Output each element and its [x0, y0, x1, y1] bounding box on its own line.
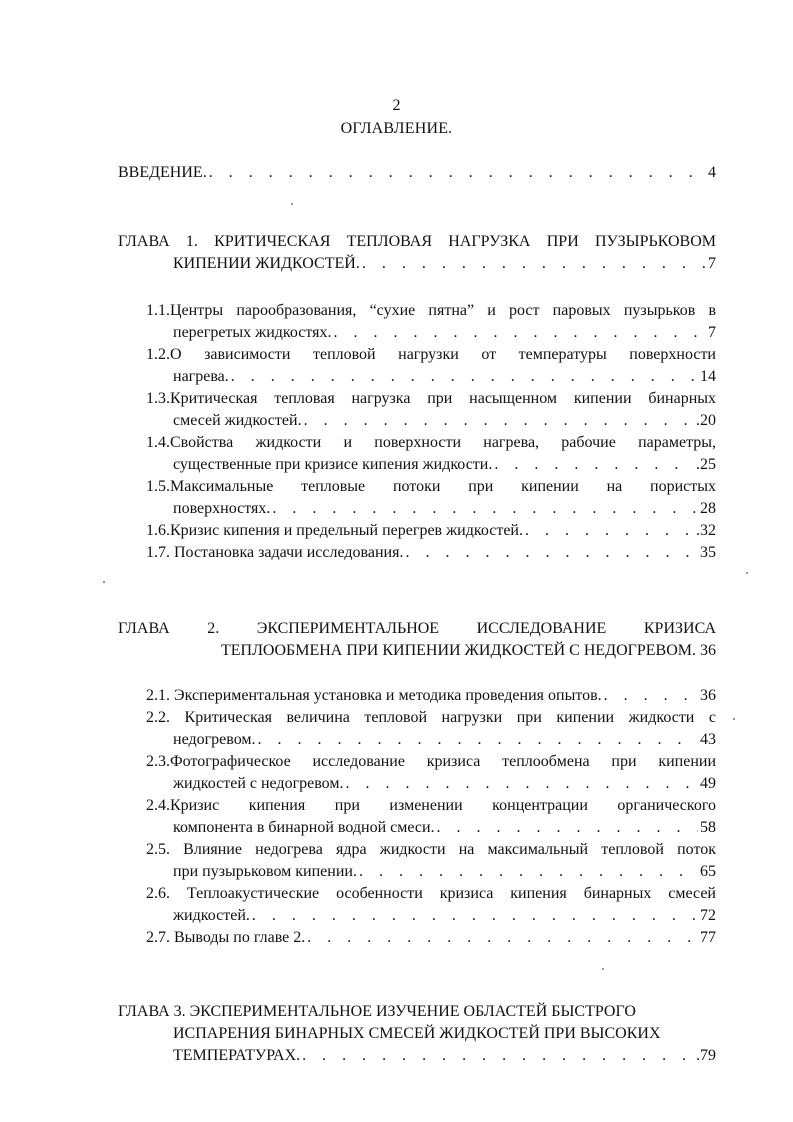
section-text: 2.3.Фотографическое исследование кризиса теплообмена при кипении [146, 753, 716, 770]
section-text: 1.2.О зависимости тепловой нагрузки от температуры поверхности [146, 346, 716, 363]
toc-section-1-7[interactable] [146, 542, 716, 564]
chapter-1-heading-text: КИПЕНИИ ЖИДКОСТЕЙ. [173, 255, 360, 272]
section-row [146, 685, 716, 707]
section-page: 28 [700, 500, 716, 517]
section-cont [173, 817, 716, 839]
leader-dots [359, 861, 698, 883]
toc-section-2-3[interactable] [146, 751, 716, 795]
scan-speck [746, 572, 748, 574]
section-text: 2.6. Теплоакустические особенности кризиса кипения бинарных смесей [146, 885, 716, 902]
section-text: 1.7. Постановка задачи исследования. [146, 544, 404, 561]
section-text: 2.1. Экспериментальная установка и методика проведения опытов. [146, 687, 602, 704]
section-cont [173, 729, 716, 751]
section-row [146, 520, 716, 542]
toc-section-2-4[interactable] [146, 795, 716, 839]
leader-dots [231, 366, 698, 388]
leader-dots [302, 1045, 694, 1067]
section-row [146, 542, 716, 564]
section-text: 1.1.Центры парообразования, “сухие пятна” и рост паровых пузырьков в [146, 302, 716, 319]
toc-section-1-5[interactable] [146, 476, 716, 520]
section-text-cont: компонента в бинарной водной смеси. [173, 819, 435, 836]
section-text: 2.5. Влияние недогрева ядра жидкости на максимальный тепловой поток [146, 841, 716, 858]
chapter-2-heading-cont[interactable]: ТЕПЛООБМЕНА ПРИ КИПЕНИИ ЖИДКОСТЕЙ С НЕДОГРЕВОМ. 36 [220, 642, 716, 659]
chapter-3-heading-cont-2[interactable] [173, 1045, 716, 1067]
leader-dots [252, 905, 698, 927]
section-page: 49 [700, 775, 716, 792]
section-page: .25 [696, 456, 716, 473]
toc-section-1-4[interactable] [146, 432, 716, 476]
section-text-cont: нагрева. [173, 368, 229, 385]
toc-section-2-2[interactable] [146, 707, 716, 751]
section-text-cont: при пузырьковом кипении. [173, 863, 357, 880]
toc-section-1-3[interactable] [146, 388, 716, 432]
toc-intro [118, 162, 716, 184]
section-text-cont: жидкостей с недогревом. [173, 775, 344, 792]
section-cont [173, 773, 716, 795]
toc-section-2-6[interactable] [146, 883, 716, 927]
section-page: .32 [696, 522, 716, 539]
leader-dots [272, 498, 698, 520]
section-page: 72 [700, 907, 716, 924]
section-text: 1.5.Максимальные тепловые потоки при кипении на пористых [146, 478, 716, 495]
section-text-cont: поверхностях. [173, 500, 271, 517]
section-text-cont: существенные при кризисе кипения жидкости. [173, 456, 493, 473]
section-row [146, 927, 716, 949]
toc-entry-text: ВВЕДЕНИЕ. [118, 164, 207, 181]
leader-dots [362, 253, 706, 275]
toc-section-2-5[interactable] [146, 839, 716, 883]
toc-chapter-2 [118, 618, 716, 662]
leader-dots [258, 729, 698, 751]
section-cont [173, 366, 716, 388]
leader-dots [334, 322, 706, 344]
leader-dots [525, 520, 694, 542]
toc-chapter-3 [118, 1001, 716, 1067]
leader-dots [304, 410, 694, 432]
toc-chapter-1 [118, 231, 716, 275]
section-text: 2.4.Кризис кипения при изменении концентрации органического [146, 797, 716, 814]
chapter-2-heading[interactable]: ГЛАВА 2. ЭКСПЕРИМЕНТАЛЬНОЕ ИССЛЕДОВАНИЕ КРИЗИСА [118, 620, 716, 637]
scan-speck [602, 968, 604, 970]
toc-title: ОГЛАВЛЕНИЕ. [340, 120, 453, 137]
section-page: .20 [696, 412, 716, 429]
section-cont [173, 410, 716, 432]
chapter-3-heading-text: ТЕМПЕРАТУРАХ. [173, 1047, 301, 1064]
toc-entry-page: 4 [708, 164, 716, 181]
chapter-3-heading[interactable]: ГЛАВА 3. ЭКСПЕРИМЕНТАЛЬНОЕ ИЗУЧЕНИЕ ОБЛАСТЕЙ БЫСТРОГО [118, 1003, 636, 1020]
leader-dots [209, 162, 706, 184]
section-text-cont: жидкостей. [173, 907, 250, 924]
chapter-3-page: .79 [696, 1047, 716, 1064]
section-text: 1.4.Свойства жидкости и поверхности нагрева, рабочие параметры, [146, 434, 716, 451]
scan-speck [103, 581, 105, 583]
section-text: 2.7. Выводы по главе 2. [146, 929, 306, 946]
leader-dots [437, 817, 698, 839]
toc-entry-intro[interactable] [118, 162, 716, 184]
section-page: 65 [700, 863, 716, 880]
toc-section-1-1[interactable] [146, 300, 716, 344]
chapter-1-heading[interactable]: ГЛАВА 1. КРИТИЧЕСКАЯ ТЕПЛОВАЯ НАГРУЗКА ПРИ ПУЗЫРЬКОВОМ [118, 233, 716, 250]
section-text: 1.6.Кризис кипения и предельный перегрев жидкостей. [146, 522, 523, 539]
leader-dots [604, 685, 698, 707]
scan-speck [291, 203, 293, 205]
leader-dots [346, 773, 699, 795]
toc-section-1-2[interactable] [146, 344, 716, 388]
section-page: 77 [700, 929, 716, 946]
section-text-cont: перегретых жидкостях. [173, 324, 332, 341]
page-number: 2 [392, 97, 401, 114]
chapter-1-heading-cont[interactable] [173, 253, 716, 275]
section-page: 7 [708, 324, 716, 341]
leader-dots [494, 454, 694, 476]
section-text-cont: смесей жидкостей. [173, 412, 302, 429]
chapter-3-heading-cont[interactable]: ИСПАРЕНИЯ БИНАРНЫХ СМЕСЕЙ ЖИДКОСТЕЙ ПРИ ВЫСОКИХ [173, 1025, 661, 1042]
section-text: 1.3.Критическая тепловая нагрузка при насыщенном кипении бинарных [146, 390, 716, 407]
section-page: 14 [700, 368, 716, 385]
chapter-1-page: 7 [708, 255, 716, 272]
toc-section-2-1[interactable] [146, 685, 716, 707]
section-cont [173, 498, 716, 520]
toc-section-1-6[interactable] [146, 520, 716, 542]
toc-section-2-7[interactable] [146, 927, 716, 949]
leader-dots [405, 542, 698, 564]
section-text-cont: недогревом. [173, 731, 256, 748]
section-page: 43 [700, 731, 716, 748]
section-cont [173, 861, 716, 883]
section-cont [173, 454, 716, 476]
section-page: 35 [700, 544, 716, 561]
section-page: 36 [700, 687, 716, 704]
section-page: 58 [700, 819, 716, 836]
section-text: 2.2. Критическая величина тепловой нагрузки при кипении жидкости с [146, 709, 716, 726]
section-cont [173, 905, 716, 927]
scan-speck [733, 718, 735, 720]
section-cont [173, 322, 716, 344]
leader-dots [307, 927, 698, 949]
